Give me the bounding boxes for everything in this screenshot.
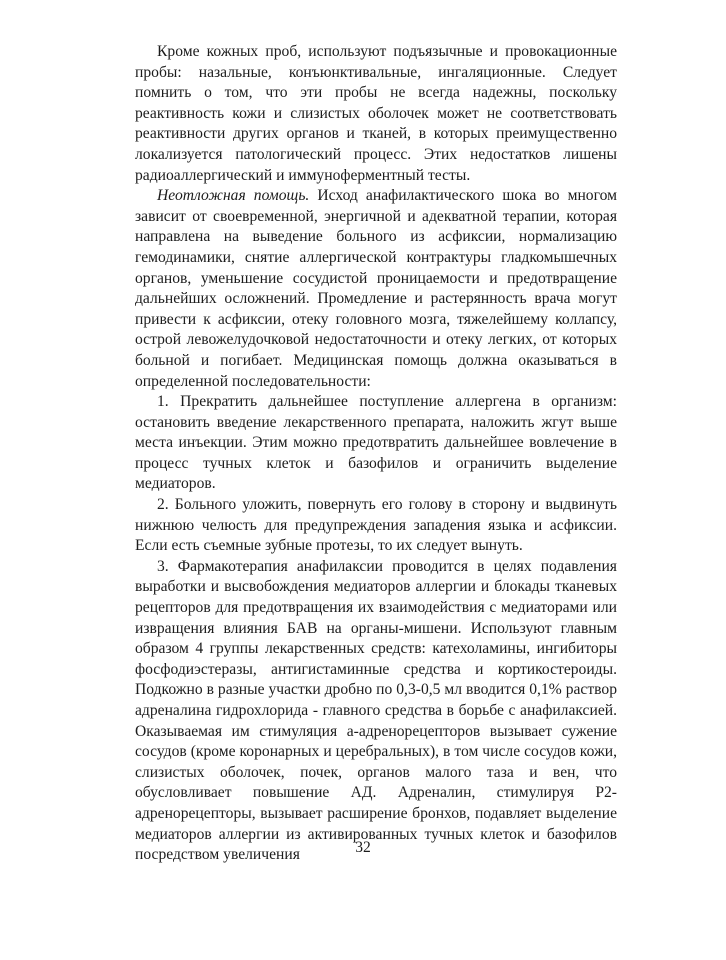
body-text: [135, 42, 617, 866]
page-number: 32: [355, 839, 371, 856]
paragraph-text: 2. Больного уложить, повернуть его голову в сторону и выдвинуть нижнюю челюсть для предупреждения западения языка и асфиксии. Если есть съемные зубные протезы, то их следует вынуть.: [135, 496, 617, 555]
paragraph-text: Исход анафилактического шока во многом зависит от своевременной, энергичной и адекватной терапии, которая направлена на выведение больного из асфиксии, нормализацию гемодинамики, снятие аллергической контрактуры гладкомышечных органов, уменьшение сосудистой проницаемости и предотвращение дальнейших осложнений. Промедление и растерянность врача могут привести к асфиксии, отеку головного мозга, тяжелейшему коллапсу, острой левожелудочковой недостаточности и отеку легких, от которых больной и погибает. Медицинская помощь должна оказываться в определенной последовательности:: [135, 187, 617, 390]
paragraph-lead-emergency: Неотложная помощь.: [157, 187, 310, 205]
paragraph-text: 1. Прекратить дальнейшее поступление аллергена в организм: остановить введение лекарственного препарата, наложить жгут выше места инъекции. Этим можно предотвратить дальнейшее вовлечение в процесс тучных клеток и базофилов и ограничить выделение медиаторов.: [135, 393, 617, 493]
paragraph-step-3: [135, 557, 617, 866]
paragraph-text: 3. Фармакотерапия анафилаксии проводится в целях подавления выработки и высвобождения медиаторов аллергии и блокады тканевых рецепторов для предотвращения их взаимодействия с медиаторами или извращения влияния БАВ на органы-мишени. Используют главным образом 4 группы лекарственных средств: катехоламины, ингибиторы фосфодиэстеразы, антигистаминные средства и кортикостероиды. Подкожно в разные участки дробно по 0,3-0,5 мл вводится 0,1% раствор адреналина гидрохлорида - главного средства в борьбе с анафилаксией. Оказываемая им стимуляция а-адренорецепторов вызывает сужение сосудов (кроме коронарных и церебральных), в том числе сосудов кожи, слизистых оболочек, почек, органов малого таза и вен, что обусловливает повышение АД. Адреналин, стимулируя Р2-адренорецепторы, вызывает расширение бронхов, подавляет выделение медиаторов аллергии из активированных тучных клеток и базофилов посредством увеличения: [135, 557, 617, 864]
paragraph-emergency-care: [135, 186, 617, 392]
paragraph-step-1: [135, 392, 617, 495]
paragraph-skin-tests: [135, 42, 617, 186]
paragraph-step-2: [135, 495, 617, 557]
paragraph-text: Кроме кожных проб, используют подъязычные и провокационные пробы: назальные, конъюнктивальные, ингаляционные. Следует помнить о том, что эти пробы не всегда надежны, поскольку реактивность кожи и слизистых оболочек может не соответствовать реактивности других органов и тканей, в которых преимущественно локализуется патологический процесс. Этих недостатков лишены радиоаллергический и иммуноферментный тесты.: [135, 43, 617, 184]
